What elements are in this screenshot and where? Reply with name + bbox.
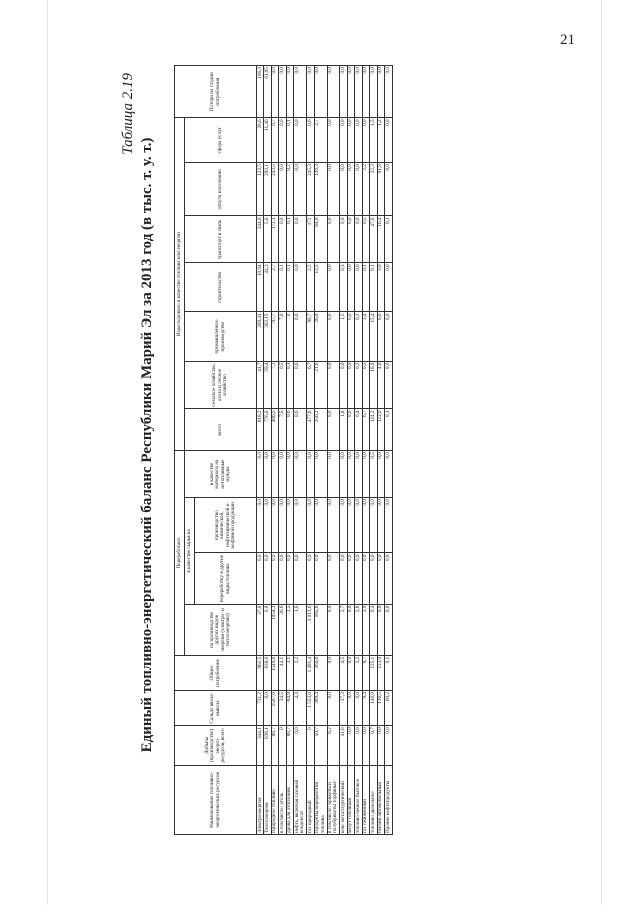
cell-value: 0,0 [294, 163, 307, 216]
row-name: в том числе: уголь [279, 765, 286, 834]
cell-value: 0,0 [279, 553, 286, 604]
cell-value: 16,4 [377, 216, 384, 263]
cell-value: 0,0 [286, 66, 293, 118]
cell-value: 486,5 [271, 409, 278, 451]
cell-value: 2,7 [271, 263, 278, 312]
cell-value: 0,0 [340, 216, 347, 263]
cell-value: 0,0 [347, 163, 354, 216]
cell-value: 0,0 [307, 553, 314, 604]
cell-value: 0,0 [347, 118, 354, 163]
table-label: Таблица 2.19 [120, 73, 136, 155]
cell-value: 0,0 [347, 409, 354, 451]
cell-value: 41,8 [340, 726, 347, 765]
cell-value: 1,2 [377, 118, 384, 163]
header-consumed: Израсходовано в качестве топлива или энергии [175, 118, 185, 451]
balance-table [174, 65, 393, 835]
cell-value: 0,0 [347, 216, 354, 263]
cell-value: 47,0 [370, 216, 377, 263]
cell-value: 2,2 [294, 655, 307, 690]
cell-value: 0,0 [279, 216, 286, 263]
cell-value: 0,0 [385, 66, 392, 118]
cell-value: 0,0 [355, 451, 362, 498]
cell-value: 32,3 [370, 163, 377, 216]
cell-value: 0,7 [370, 726, 377, 765]
cell-value: 88,7 [286, 726, 293, 765]
cell-value: 0,0 [327, 604, 340, 655]
cell-value: 269,41 [257, 312, 264, 361]
cell-value: 2,5 [286, 604, 293, 655]
cell-value: 0,0 [347, 498, 354, 553]
cell-value: 344,1 [257, 726, 264, 765]
cell-value: 0,0 [347, 553, 354, 604]
cell-value: 61,95 [264, 66, 271, 118]
cell-value: 0,0 [355, 66, 362, 118]
cell-value: 0,5 [370, 451, 377, 498]
cell-value: 28,6 [257, 118, 264, 163]
cell-value: 0,0 [257, 553, 264, 604]
cell-value: 37,0 [257, 604, 264, 655]
cell-value: 88,7 [271, 726, 278, 765]
table-row [362, 66, 369, 835]
cell-value: 0,0 [294, 118, 307, 163]
table-body [257, 66, 393, 835]
table-row [377, 66, 384, 835]
cell-value: 0,0 [279, 163, 286, 216]
cell-value: 0,0 [294, 216, 307, 263]
cell-value: 0,0 [355, 118, 362, 163]
cell-value: 0,0 [314, 498, 327, 553]
cell-value: 776,0 [264, 409, 271, 451]
cell-value: 0,0 [264, 553, 271, 604]
header-net-import: Сальдо ввоза-вывоза [175, 691, 257, 726]
cell-value: 2,0 [362, 604, 369, 655]
cell-value: 0,2 [286, 163, 293, 216]
page-number: 21 [560, 32, 575, 48]
cell-value: 0,0 [327, 451, 340, 498]
row-name: газ природный [307, 765, 314, 834]
cell-value: 0,0 [355, 263, 362, 312]
cell-value: 0,0 [294, 553, 307, 604]
cell-value: 3,0 [377, 263, 384, 312]
cell-value: -37,3 [340, 691, 347, 726]
rotated-content [120, 65, 630, 835]
table-row [271, 66, 278, 835]
cell-value: 0,0 [327, 312, 340, 361]
row-name: топливо печное бытовое [355, 765, 362, 834]
cell-value: 838,1 [264, 726, 271, 765]
cell-value: 1,6 [294, 604, 307, 655]
cell-value: 0,0 [347, 451, 354, 498]
cell-value: 1,5 [370, 118, 377, 163]
cell-value: 0,1 [286, 361, 293, 409]
cell-value: 0,0 [327, 409, 340, 451]
cell-value: 44,3 [264, 263, 271, 312]
cell-value: 4,4 [294, 691, 307, 726]
cell-value: 3,1 [286, 655, 293, 690]
cell-value: 731,2 [257, 691, 264, 726]
cell-value: 0,0 [385, 118, 392, 163]
cell-value: 0,0 [355, 498, 362, 553]
cell-value: 0,0 [347, 361, 354, 409]
header-population: отпуск населению [185, 163, 257, 216]
row-name: газ сжиженный [362, 765, 369, 834]
header-nonfuel: в качестве материала на нетопливные нужды [185, 451, 257, 498]
table-row [347, 66, 354, 835]
header-cons-total: всего [185, 409, 257, 451]
cell-value: 0,0 [340, 361, 347, 409]
cell-value: 0,6 [307, 118, 314, 163]
cell-value: 0,0 [355, 726, 362, 765]
cell-value: 172 [307, 216, 314, 263]
cell-value: 818,2 [257, 409, 264, 451]
cell-value: 0,0 [385, 726, 392, 765]
cell-value: 0,6 [286, 409, 293, 451]
cell-value: 0,0 [294, 361, 307, 409]
cell-value: 59,4 [264, 361, 271, 409]
cell-value: 0,0 [377, 553, 384, 604]
cell-value: 0,5 [362, 361, 369, 409]
cell-value: 125,1 [370, 655, 377, 690]
row-name: в том числе: брикеты и полубрикеты торфяные [327, 765, 340, 834]
cell-value: 0,0 [286, 451, 293, 498]
cell-value: 0,0 [279, 66, 286, 118]
cell-value: 0,0 [294, 263, 307, 312]
cell-value: 4,5 [340, 655, 347, 690]
cell-value: 0,0 [327, 163, 340, 216]
header-services: сфера услуг [185, 118, 257, 163]
cell-value: 0,0 [362, 498, 369, 553]
cell-value: 0,0 [307, 66, 314, 118]
table-row [370, 66, 377, 835]
cell-value: 477,8 [307, 409, 314, 451]
row-name: дрова для отопления [286, 765, 293, 834]
cell-value: 0 [286, 312, 293, 361]
cell-value: 0,0 [294, 66, 307, 118]
cell-value: 0,0 [264, 691, 271, 726]
cell-value: 136,5 [377, 691, 384, 726]
cell-value: 0,0 [279, 118, 286, 163]
cell-value: 0,5 [362, 216, 369, 263]
table-row [327, 66, 340, 835]
cell-value: 0,0 [271, 498, 278, 553]
cell-value: 106,3 [257, 66, 264, 118]
cell-value: 0,0 [377, 604, 384, 655]
cell-value: 90,7 [307, 312, 314, 361]
cell-value: 0,0 [294, 498, 307, 553]
header-processed: Переработано [175, 451, 185, 656]
cell-value: 0,0 [355, 691, 362, 726]
cell-value: 0,0 [327, 216, 340, 263]
margin-line-left [47, 0, 48, 905]
cell-value: 0,0 [385, 163, 392, 216]
cell-value: 0,1 [385, 409, 392, 451]
cell-value: 10,94 [257, 263, 264, 312]
table-row [286, 66, 293, 835]
cell-value: 1 491,4 [307, 655, 314, 690]
cell-value: 0,0 [362, 66, 369, 118]
cell-value: 243,5 [271, 163, 278, 216]
cell-value: 0,1 [385, 216, 392, 263]
cell-value: 0,0 [362, 118, 369, 163]
cell-value: 0,0 [307, 451, 314, 498]
cell-value: 0,0 [385, 604, 392, 655]
header-proc-energy: на производство других видов энергии (электро- и теплоэнергию) [185, 604, 257, 655]
cell-value: 0,0 [257, 451, 264, 498]
cell-value: 1507,0 [271, 691, 278, 726]
cell-value: 245,3 [307, 163, 314, 216]
cell-value: 0,0 [327, 66, 340, 118]
cell-value: 0,5 [279, 361, 286, 409]
header-processed-as-raw: в качестве сырья на [185, 498, 195, 605]
cell-value: 15,4 [370, 312, 377, 361]
cell-value: 0,0 [327, 691, 340, 726]
cell-value: 0,0 [362, 726, 369, 765]
cell-value: 41,7 [257, 361, 264, 409]
cell-value: 1,8 [340, 409, 347, 451]
cell-value: 0,0 [347, 604, 354, 655]
cell-value: 0,0 [362, 451, 369, 498]
cell-value: 0,0 [327, 655, 340, 690]
cell-value: 7,0 [279, 312, 286, 361]
header-name: Наименование топливно-энергетических ресурсов [175, 765, 257, 834]
cell-value: 0,0 [327, 498, 340, 553]
cell-value: 0,0 [314, 451, 327, 498]
cell-value: 123,5 [257, 163, 264, 216]
cell-value: 0,0 [327, 118, 340, 163]
cell-value: 91,8 [377, 163, 384, 216]
table-row [294, 66, 307, 835]
cell-value: 344,0 [257, 216, 264, 263]
cell-value: 123,0 [377, 409, 384, 451]
cell-value: 0,0 [347, 312, 354, 361]
cell-value: 21,6 [314, 361, 327, 409]
table-row [264, 66, 271, 835]
cell-value: 172,1 [271, 216, 278, 263]
cell-value: 0,0 [327, 263, 340, 312]
cell-value: 0 [307, 726, 314, 765]
cell-value: 0,0 [385, 263, 392, 312]
cell-value: 0,0 [340, 118, 347, 163]
cell-value: 293,1 [264, 163, 271, 216]
cell-value: 0,0 [294, 451, 307, 498]
cell-value: 0,0 [362, 553, 369, 604]
cell-value: 0,1 [385, 655, 392, 690]
cell-value: 1,5 [340, 312, 347, 361]
header-industry: промышленное производство [185, 312, 257, 361]
cell-value: 0,0 [370, 66, 377, 118]
cell-value: 0,0 [377, 451, 384, 498]
cell-value: 0,0 [340, 163, 347, 216]
cell-value: 0,0 [355, 553, 362, 604]
header-proc-fuel: переработку в другие виды топлива [195, 553, 257, 604]
cell-value: 0,7 [271, 118, 278, 163]
cell-value: 44,1 [279, 655, 286, 690]
cell-value: 6,7 [307, 361, 314, 409]
cell-value: 0,0 [347, 655, 354, 690]
cell-value: 165,6 [314, 604, 327, 655]
cell-value: 1 553,0 [307, 691, 314, 726]
cell-value: 2,8 [355, 604, 362, 655]
cell-value: 8,7 [362, 655, 369, 690]
cell-value: 0,2 [355, 312, 362, 361]
cell-value: 36,6 [279, 604, 286, 655]
cell-value: 50,7 [314, 726, 327, 765]
cell-value: 0,0 [340, 553, 347, 604]
row-name: кокс металлургический [340, 765, 347, 834]
cell-value: 389,4 [314, 691, 327, 726]
cell-value: 0,0 [327, 553, 340, 604]
cell-value: 1540,8 [271, 655, 278, 690]
cell-value: 0,0 [385, 451, 392, 498]
header-production: Добыча (производство) энерго-ресурсов, всего [175, 726, 257, 765]
cell-value: 0,0 [370, 498, 377, 553]
header-construction: строительство [185, 263, 257, 312]
cell-value: 0,0 [294, 726, 307, 765]
cell-value: 0,0 [385, 361, 392, 409]
cell-value: 0,0 [271, 553, 278, 604]
cell-value: 0,0 [307, 498, 314, 553]
cell-value: 26,9 [314, 312, 327, 361]
cell-value: 7,5 [279, 409, 286, 451]
cell-value: 0,0 [340, 498, 347, 553]
cell-value: 0,1 [362, 263, 369, 312]
cell-value: 0,0 [294, 312, 307, 361]
table-row [279, 66, 286, 835]
cell-value: 0,0 [347, 263, 354, 312]
header-transport: транспорт и связь [185, 216, 257, 263]
cell-value: 146,0 [370, 691, 377, 726]
cell-value: 0,0 [355, 216, 362, 263]
cell-value: 0 [279, 726, 286, 765]
cell-value: 264,6 [314, 655, 327, 690]
cell-value: 7,3 [271, 361, 278, 409]
cell-value: 362,15 [264, 312, 271, 361]
cell-value: 0,0 [385, 312, 392, 361]
cell-value: 0,0 [264, 498, 271, 553]
cell-value: 34,5 [279, 691, 286, 726]
table-row [340, 66, 347, 835]
cell-value: 3,2 [355, 655, 362, 690]
cell-value: 0,0 [377, 66, 384, 118]
cell-value: 2,7 [314, 118, 327, 163]
cell-value: 0,0 [264, 451, 271, 498]
table-title: Единый топливно-энергетический баланс Республики Марий Эл за 2013 год (в тыс. т. у. т.) [139, 137, 155, 753]
row-name: Теплоэнергия [264, 765, 271, 834]
cell-value: 12,5 [314, 263, 327, 312]
cell-value: 0,0 [279, 451, 286, 498]
cell-value: 3,4 [362, 312, 369, 361]
cell-value: 1 013,6 [307, 604, 314, 655]
table-row [257, 66, 264, 835]
cell-value: 0,0 [279, 498, 286, 553]
header-agri: сельское хозяйство, охота и лесное хозяйство [185, 361, 257, 409]
cell-value: 0,0 [377, 726, 384, 765]
cell-value: 0,6 [294, 409, 307, 451]
cell-value: 0,0 [347, 691, 354, 726]
cell-value: 8,2 [327, 726, 340, 765]
cell-value: 6,6 [377, 312, 384, 361]
cell-value: 97,7 [271, 312, 278, 361]
cell-value: 0,1 [286, 118, 293, 163]
cell-value: 0,0 [370, 553, 377, 604]
cell-value: -84,9 [286, 691, 293, 726]
row-name: Прочие нефтепродукты [385, 765, 392, 834]
cell-value: 0,0 [385, 553, 392, 604]
cell-value: 0,0 [340, 66, 347, 118]
cell-value: 9,1 [370, 263, 377, 312]
cell-value: 0,0 [340, 451, 347, 498]
cell-value: 2,5 [307, 263, 314, 312]
cell-value: 0,0 [271, 66, 278, 118]
row-name: Природное топливо [271, 765, 278, 834]
row-name: нефть, включая газовый конденсат [294, 765, 307, 834]
cell-value: 0,1 [279, 263, 286, 312]
cell-value: 0,0 [385, 498, 392, 553]
cell-value: 0,0 [327, 361, 340, 409]
cell-value: 2,2 [362, 163, 369, 216]
cell-value: 0,0 [347, 66, 354, 118]
row-name: бензин автомобильный [377, 765, 384, 834]
cell-value: 0,0 [355, 163, 362, 216]
cell-value: 5,6 [264, 216, 271, 263]
cell-value: 0,0 [286, 498, 293, 553]
cell-value: 9,4 [362, 691, 369, 726]
table-row [314, 66, 327, 835]
cell-value: 0,2 [355, 361, 362, 409]
cell-value: 0,4 [355, 409, 362, 451]
table-row [307, 66, 314, 835]
cell-value: 123,0 [377, 655, 384, 690]
cell-value: 0,0 [286, 553, 293, 604]
cell-value: 961,5 [257, 655, 264, 690]
row-name: мазут топочный [347, 765, 354, 834]
row-name: Электроэнергия [257, 765, 264, 834]
row-name: Продукты переработки топлива [314, 765, 327, 834]
cell-value: 0,3 [340, 263, 347, 312]
cell-value: 4,0 [377, 361, 384, 409]
cell-value: 0,0 [257, 498, 264, 553]
row-name: топливо дизельное [370, 765, 377, 834]
cell-value: 11,46 [264, 118, 271, 163]
cell-value: 124,2 [370, 409, 377, 451]
header-proc-chem: производство химической, нефтехимической и нефтяной продукции [195, 498, 257, 553]
cell-value: 6,7 [362, 409, 369, 451]
cell-value: 0,0 [314, 66, 327, 118]
header-losses: Потери на стадии потребления [175, 66, 257, 118]
cell-value: 0,1 [286, 263, 293, 312]
cell-value: 0,0 [377, 498, 384, 553]
cell-value: 0,4 [370, 604, 377, 655]
cell-value: 0,0 [271, 451, 278, 498]
header-total: Общее потребление [175, 655, 257, 690]
cell-value: 838,0 [264, 655, 271, 690]
cell-value: 64,0 [314, 216, 327, 263]
cell-value: 60,2 [385, 691, 392, 726]
table-row [385, 66, 392, 835]
cell-value: 1054,3 [271, 604, 278, 655]
table-row [355, 66, 362, 835]
cell-value: 2,7 [340, 604, 347, 655]
cell-value: 18,9 [370, 361, 377, 409]
cell-value: 0,0 [347, 726, 354, 765]
cell-value: 0,0 [314, 553, 327, 604]
cell-value: 256,2 [314, 409, 327, 451]
cell-value: 126,3 [314, 163, 327, 216]
cell-value: 0,1 [286, 216, 293, 263]
cell-value: 0,0 [264, 604, 271, 655]
